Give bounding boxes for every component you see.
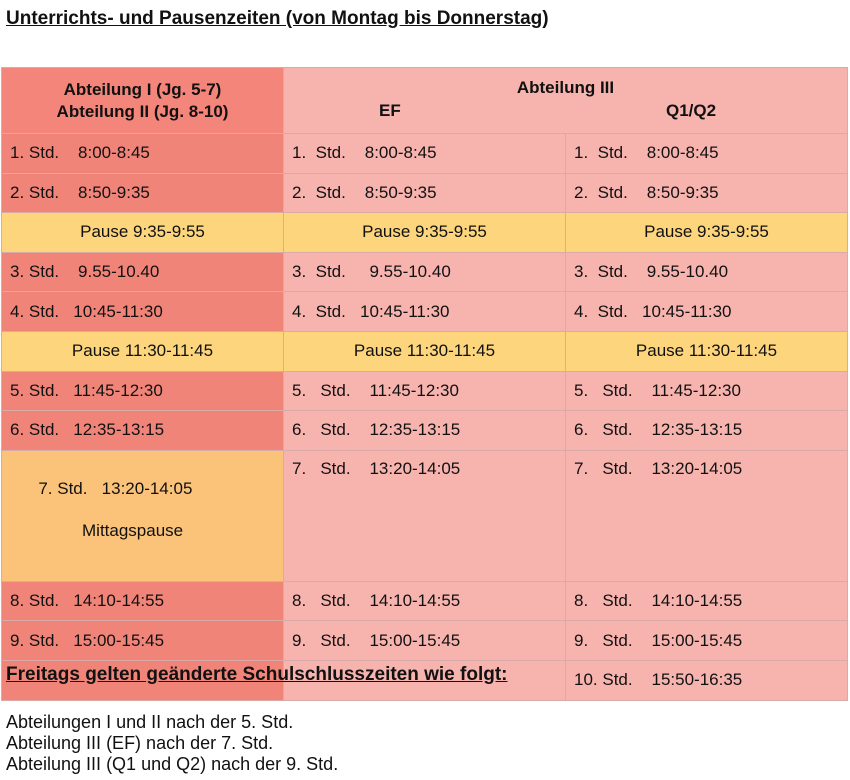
pause-cell-q1q2: Pause 11:30-11:45 (566, 331, 848, 371)
header-left-line2: Abteilung II (Jg. 8-10) (56, 101, 229, 121)
cell-abt12-mittag (2, 450, 284, 581)
pause-row (2, 213, 848, 253)
header-q1q2: Q1/Q2 (666, 101, 717, 120)
friday-note: Abteilung III (Q1 und Q2) nach der 9. Std. (6, 754, 339, 774)
cell-abt12: 9. Std. 15:00-15:45 (2, 621, 284, 661)
cell-abt12: 8. Std. 14:10-14:55 (2, 581, 284, 621)
cell-ef: 8. Std. 14:10-14:55 (284, 581, 566, 621)
header-abteilung-3 (284, 68, 848, 134)
pause-cell-ef: Pause 9:35-9:55 (284, 213, 566, 253)
cell-ef: 5. Std. 11:45-12:30 (284, 371, 566, 411)
page-title: Unterrichts- und Pausenzeiten (von Montag bis Donnerstag) (6, 8, 549, 29)
table-header-row (2, 68, 848, 134)
cell-q1q2: 9. Std. 15:00-15:45 (566, 621, 848, 661)
cell-q1q2: 10. Std. 15:50-16:35 (566, 660, 848, 700)
pause-row (2, 331, 848, 371)
cell-abt12: 1. Std. 8:00-8:45 (2, 134, 284, 174)
pause-cell-ef: Pause 11:30-11:45 (284, 331, 566, 371)
table-row (2, 292, 848, 332)
friday-note: Abteilung III (EF) nach der 7. Std. (6, 733, 274, 753)
cell-ef: 7. Std. 13:20-14:05 (284, 450, 566, 581)
table-row (2, 173, 848, 213)
table-row (2, 450, 848, 581)
table-row (2, 411, 848, 451)
cell-q1q2: 8. Std. 14:10-14:55 (566, 581, 848, 621)
friday-note: Abteilungen I und II nach der 5. Std. (6, 712, 294, 732)
cell-abt12: 2. Std. 8:50-9:35 (2, 173, 284, 213)
cell-ef: 3. Std. 9.55-10.40 (284, 252, 566, 292)
table-row (2, 371, 848, 411)
header-left-line1: Abteilung I (Jg. 5-7) (63, 79, 222, 99)
table-row (2, 581, 848, 621)
cell-q1q2: 2. Std. 8:50-9:35 (566, 173, 848, 213)
cell-q1q2: 1. Std. 8:00-8:45 (566, 134, 848, 174)
friday-heading: Freitags gelten geänderte Schulschlusszeiten wie folgt: (6, 664, 508, 685)
cell-abt12: 4. Std. 10:45-11:30 (2, 292, 284, 332)
pause-cell-abt12: Pause 9:35-9:55 (2, 213, 284, 253)
table-row (2, 621, 848, 661)
cell-q1q2: 6. Std. 12:35-13:15 (566, 411, 848, 451)
header-right-title: Abteilung III (516, 78, 615, 97)
table-row (2, 134, 848, 174)
cell-ef: 1. Std. 8:00-8:45 (284, 134, 566, 174)
cell-q1q2: 5. Std. 11:45-12:30 (566, 371, 848, 411)
header-abteilung-1-2 (2, 68, 284, 134)
mittagspause-label: Mittagspause (82, 520, 184, 540)
cell-ef: 9. Std. 15:00-15:45 (284, 621, 566, 661)
header-ef: EF (379, 101, 401, 120)
cell-abt12-time: 7. Std. 13:20-14:05 (38, 478, 193, 498)
cell-ef: 4. Std. 10:45-11:30 (284, 292, 566, 332)
pause-cell-q1q2: Pause 9:35-9:55 (566, 213, 848, 253)
cell-q1q2: 3. Std. 9.55-10.40 (566, 252, 848, 292)
cell-abt12: 6. Std. 12:35-13:15 (2, 411, 284, 451)
table-row (2, 252, 848, 292)
cell-q1q2: 4. Std. 10:45-11:30 (566, 292, 848, 332)
cell-abt12: 5. Std. 11:45-12:30 (2, 371, 284, 411)
cell-ef: 2. Std. 8:50-9:35 (284, 173, 566, 213)
pause-cell-abt12: Pause 11:30-11:45 (2, 331, 284, 371)
schedule-table (1, 67, 848, 701)
cell-ef: 6. Std. 12:35-13:15 (284, 411, 566, 451)
cell-abt12: 3. Std. 9.55-10.40 (2, 252, 284, 292)
friday-notes (6, 712, 338, 775)
cell-q1q2: 7. Std. 13:20-14:05 (566, 450, 848, 581)
